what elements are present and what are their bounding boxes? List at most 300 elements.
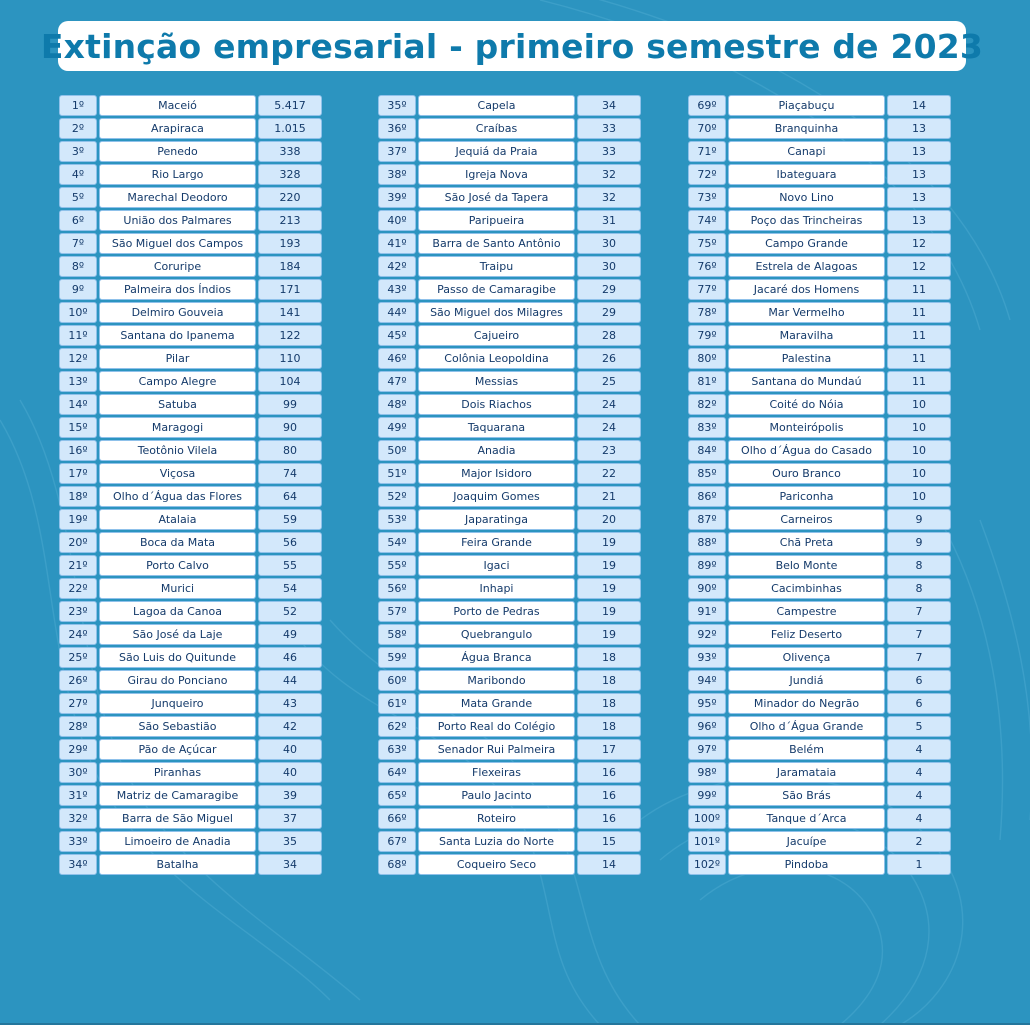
city-cell: Barra de São Miguel bbox=[99, 808, 256, 829]
city-cell: São José da Laje bbox=[99, 624, 256, 645]
table-row bbox=[688, 95, 951, 116]
rank-cell: 39º bbox=[378, 187, 416, 208]
city-cell: Pão de Açúcar bbox=[99, 739, 256, 760]
city-cell: Olho d´Água das Flores bbox=[99, 486, 256, 507]
rank-cell: 6º bbox=[59, 210, 97, 231]
rank-cell: 60º bbox=[378, 670, 416, 691]
table-row bbox=[59, 210, 322, 231]
rank-cell: 74º bbox=[688, 210, 726, 231]
value-cell: 49 bbox=[258, 624, 322, 645]
table-row bbox=[378, 141, 641, 162]
city-cell: Marechal Deodoro bbox=[99, 187, 256, 208]
city-cell: Jaramataia bbox=[728, 762, 885, 783]
value-cell: 13 bbox=[887, 187, 951, 208]
value-cell: 193 bbox=[258, 233, 322, 254]
city-cell: Roteiro bbox=[418, 808, 575, 829]
city-cell: Joaquim Gomes bbox=[418, 486, 575, 507]
value-cell: 5 bbox=[887, 716, 951, 737]
city-cell: Delmiro Gouveia bbox=[99, 302, 256, 323]
city-cell: São Miguel dos Campos bbox=[99, 233, 256, 254]
rank-cell: 1º bbox=[59, 95, 97, 116]
value-cell: 56 bbox=[258, 532, 322, 553]
city-cell: Porto Calvo bbox=[99, 555, 256, 576]
ranking-column-2 bbox=[378, 95, 641, 877]
city-cell: Maragogi bbox=[99, 417, 256, 438]
rank-cell: 67º bbox=[378, 831, 416, 852]
city-cell: São Brás bbox=[728, 785, 885, 806]
table-row bbox=[378, 601, 641, 622]
table-row bbox=[59, 325, 322, 346]
city-cell: Igaci bbox=[418, 555, 575, 576]
value-cell: 18 bbox=[577, 716, 641, 737]
rank-cell: 69º bbox=[688, 95, 726, 116]
city-cell: Messias bbox=[418, 371, 575, 392]
table-row bbox=[59, 601, 322, 622]
table-row bbox=[378, 693, 641, 714]
city-cell: Mar Vermelho bbox=[728, 302, 885, 323]
value-cell: 12 bbox=[887, 256, 951, 277]
table-row bbox=[378, 325, 641, 346]
rank-cell: 41º bbox=[378, 233, 416, 254]
rank-cell: 58º bbox=[378, 624, 416, 645]
city-cell: Quebrangulo bbox=[418, 624, 575, 645]
rank-cell: 50º bbox=[378, 440, 416, 461]
table-row bbox=[59, 417, 322, 438]
value-cell: 37 bbox=[258, 808, 322, 829]
value-cell: 4 bbox=[887, 739, 951, 760]
value-cell: 110 bbox=[258, 348, 322, 369]
rank-cell: 2º bbox=[59, 118, 97, 139]
city-cell: Monteirópolis bbox=[728, 417, 885, 438]
value-cell: 171 bbox=[258, 279, 322, 300]
rank-cell: 51º bbox=[378, 463, 416, 484]
value-cell: 16 bbox=[577, 785, 641, 806]
city-cell: Paulo Jacinto bbox=[418, 785, 575, 806]
rank-cell: 76º bbox=[688, 256, 726, 277]
value-cell: 99 bbox=[258, 394, 322, 415]
table-row bbox=[59, 371, 322, 392]
table-row bbox=[688, 371, 951, 392]
city-cell: Minador do Negrão bbox=[728, 693, 885, 714]
rank-cell: 35º bbox=[378, 95, 416, 116]
table-row bbox=[59, 164, 322, 185]
table-row bbox=[378, 486, 641, 507]
table-row bbox=[378, 808, 641, 829]
rank-cell: 63º bbox=[378, 739, 416, 760]
rank-cell: 23º bbox=[59, 601, 97, 622]
table-row bbox=[688, 808, 951, 829]
table-row bbox=[59, 785, 322, 806]
table-row bbox=[688, 233, 951, 254]
value-cell: 10 bbox=[887, 486, 951, 507]
table-row bbox=[59, 463, 322, 484]
city-cell: Jundiá bbox=[728, 670, 885, 691]
city-cell: Palestina bbox=[728, 348, 885, 369]
rank-cell: 86º bbox=[688, 486, 726, 507]
rank-cell: 40º bbox=[378, 210, 416, 231]
city-cell: Olivença bbox=[728, 647, 885, 668]
value-cell: 13 bbox=[887, 118, 951, 139]
table-row bbox=[378, 279, 641, 300]
city-cell: Viçosa bbox=[99, 463, 256, 484]
value-cell: 40 bbox=[258, 762, 322, 783]
value-cell: 21 bbox=[577, 486, 641, 507]
table-row bbox=[59, 509, 322, 530]
value-cell: 18 bbox=[577, 693, 641, 714]
rank-cell: 17º bbox=[59, 463, 97, 484]
city-cell: Novo Lino bbox=[728, 187, 885, 208]
value-cell: 7 bbox=[887, 647, 951, 668]
table-row bbox=[59, 187, 322, 208]
table-row bbox=[378, 670, 641, 691]
table-row bbox=[59, 256, 322, 277]
value-cell: 220 bbox=[258, 187, 322, 208]
table-row bbox=[688, 164, 951, 185]
value-cell: 44 bbox=[258, 670, 322, 691]
table-row bbox=[378, 394, 641, 415]
value-cell: 54 bbox=[258, 578, 322, 599]
rank-cell: 57º bbox=[378, 601, 416, 622]
table-row bbox=[378, 532, 641, 553]
value-cell: 15 bbox=[577, 831, 641, 852]
rank-cell: 20º bbox=[59, 532, 97, 553]
value-cell: 1 bbox=[887, 854, 951, 875]
value-cell: 4 bbox=[887, 785, 951, 806]
table-row bbox=[688, 463, 951, 484]
table-row bbox=[59, 95, 322, 116]
value-cell: 64 bbox=[258, 486, 322, 507]
table-row bbox=[378, 509, 641, 530]
city-cell: Limoeiro de Anadia bbox=[99, 831, 256, 852]
city-cell: Branquinha bbox=[728, 118, 885, 139]
city-cell: Santana do Mundaú bbox=[728, 371, 885, 392]
value-cell: 29 bbox=[577, 302, 641, 323]
table-row bbox=[378, 118, 641, 139]
city-cell: Olho d´Água Grande bbox=[728, 716, 885, 737]
rank-cell: 53º bbox=[378, 509, 416, 530]
table-row bbox=[59, 348, 322, 369]
value-cell: 20 bbox=[577, 509, 641, 530]
table-row bbox=[59, 279, 322, 300]
rank-cell: 73º bbox=[688, 187, 726, 208]
table-row bbox=[378, 854, 641, 875]
city-cell: Maceió bbox=[99, 95, 256, 116]
rank-cell: 32º bbox=[59, 808, 97, 829]
table-row bbox=[688, 348, 951, 369]
value-cell: 17 bbox=[577, 739, 641, 760]
city-cell: Matriz de Camaragibe bbox=[99, 785, 256, 806]
value-cell: 7 bbox=[887, 601, 951, 622]
rank-cell: 85º bbox=[688, 463, 726, 484]
rank-cell: 16º bbox=[59, 440, 97, 461]
rank-cell: 61º bbox=[378, 693, 416, 714]
value-cell: 11 bbox=[887, 325, 951, 346]
city-cell: Arapiraca bbox=[99, 118, 256, 139]
rank-cell: 43º bbox=[378, 279, 416, 300]
city-cell: Traipu bbox=[418, 256, 575, 277]
rank-cell: 70º bbox=[688, 118, 726, 139]
city-cell: Palmeira dos Índios bbox=[99, 279, 256, 300]
city-cell: Coqueiro Seco bbox=[418, 854, 575, 875]
rank-cell: 55º bbox=[378, 555, 416, 576]
table-row bbox=[688, 417, 951, 438]
table-row bbox=[59, 394, 322, 415]
city-cell: Chã Preta bbox=[728, 532, 885, 553]
value-cell: 328 bbox=[258, 164, 322, 185]
table-row bbox=[59, 233, 322, 254]
rank-cell: 28º bbox=[59, 716, 97, 737]
value-cell: 11 bbox=[887, 371, 951, 392]
table-row bbox=[688, 187, 951, 208]
city-cell: Atalaia bbox=[99, 509, 256, 530]
table-row bbox=[59, 693, 322, 714]
city-cell: Lagoa da Canoa bbox=[99, 601, 256, 622]
value-cell: 14 bbox=[887, 95, 951, 116]
rank-cell: 59º bbox=[378, 647, 416, 668]
rank-cell: 11º bbox=[59, 325, 97, 346]
city-cell: Porto de Pedras bbox=[418, 601, 575, 622]
table-row bbox=[688, 578, 951, 599]
city-cell: Coruripe bbox=[99, 256, 256, 277]
value-cell: 4 bbox=[887, 762, 951, 783]
table-row bbox=[378, 164, 641, 185]
rank-cell: 96º bbox=[688, 716, 726, 737]
city-cell: Porto Real do Colégio bbox=[418, 716, 575, 737]
value-cell: 59 bbox=[258, 509, 322, 530]
city-cell: São Sebastião bbox=[99, 716, 256, 737]
table-row bbox=[378, 555, 641, 576]
rank-cell: 14º bbox=[59, 394, 97, 415]
city-cell: Major Isidoro bbox=[418, 463, 575, 484]
rank-cell: 5º bbox=[59, 187, 97, 208]
city-cell: Dois Riachos bbox=[418, 394, 575, 415]
city-cell: Jequiá da Praia bbox=[418, 141, 575, 162]
table-row bbox=[378, 187, 641, 208]
city-cell: Taquarana bbox=[418, 417, 575, 438]
table-row bbox=[378, 210, 641, 231]
rank-cell: 93º bbox=[688, 647, 726, 668]
table-row bbox=[378, 831, 641, 852]
table-row bbox=[378, 739, 641, 760]
rank-cell: 102º bbox=[688, 854, 726, 875]
table-row bbox=[59, 647, 322, 668]
city-cell: Teotônio Vilela bbox=[99, 440, 256, 461]
value-cell: 9 bbox=[887, 509, 951, 530]
rank-cell: 89º bbox=[688, 555, 726, 576]
table-row bbox=[59, 762, 322, 783]
value-cell: 30 bbox=[577, 233, 641, 254]
rank-cell: 44º bbox=[378, 302, 416, 323]
rank-cell: 81º bbox=[688, 371, 726, 392]
rank-cell: 91º bbox=[688, 601, 726, 622]
rank-cell: 99º bbox=[688, 785, 726, 806]
rank-cell: 13º bbox=[59, 371, 97, 392]
city-cell: Barra de Santo Antônio bbox=[418, 233, 575, 254]
table-row bbox=[688, 831, 951, 852]
value-cell: 18 bbox=[577, 647, 641, 668]
value-cell: 12 bbox=[887, 233, 951, 254]
table-row bbox=[688, 670, 951, 691]
rank-cell: 48º bbox=[378, 394, 416, 415]
rank-cell: 18º bbox=[59, 486, 97, 507]
rank-cell: 101º bbox=[688, 831, 726, 852]
city-cell: Paripueira bbox=[418, 210, 575, 231]
city-cell: São Luis do Quitunde bbox=[99, 647, 256, 668]
table-row bbox=[59, 532, 322, 553]
value-cell: 23 bbox=[577, 440, 641, 461]
rank-cell: 94º bbox=[688, 670, 726, 691]
rank-cell: 52º bbox=[378, 486, 416, 507]
rank-cell: 66º bbox=[378, 808, 416, 829]
table-row bbox=[688, 509, 951, 530]
value-cell: 2 bbox=[887, 831, 951, 852]
value-cell: 10 bbox=[887, 417, 951, 438]
table-row bbox=[378, 785, 641, 806]
city-cell: Passo de Camaragibe bbox=[418, 279, 575, 300]
value-cell: 6 bbox=[887, 670, 951, 691]
city-cell: Capela bbox=[418, 95, 575, 116]
value-cell: 42 bbox=[258, 716, 322, 737]
rank-cell: 30º bbox=[59, 762, 97, 783]
city-cell: Jacaré dos Homens bbox=[728, 279, 885, 300]
value-cell: 9 bbox=[887, 532, 951, 553]
city-cell: Tanque d´Arca bbox=[728, 808, 885, 829]
city-cell: Olho d´Água do Casado bbox=[728, 440, 885, 461]
table-row bbox=[378, 578, 641, 599]
value-cell: 8 bbox=[887, 578, 951, 599]
rank-cell: 56º bbox=[378, 578, 416, 599]
value-cell: 32 bbox=[577, 187, 641, 208]
value-cell: 31 bbox=[577, 210, 641, 231]
city-cell: Piranhas bbox=[99, 762, 256, 783]
value-cell: 14 bbox=[577, 854, 641, 875]
value-cell: 10 bbox=[887, 394, 951, 415]
table-row bbox=[59, 302, 322, 323]
value-cell: 13 bbox=[887, 210, 951, 231]
value-cell: 34 bbox=[577, 95, 641, 116]
rank-cell: 33º bbox=[59, 831, 97, 852]
ranking-column-3 bbox=[688, 95, 951, 877]
city-cell: Satuba bbox=[99, 394, 256, 415]
value-cell: 4 bbox=[887, 808, 951, 829]
value-cell: 10 bbox=[887, 440, 951, 461]
rank-cell: 77º bbox=[688, 279, 726, 300]
value-cell: 11 bbox=[887, 348, 951, 369]
value-cell: 24 bbox=[577, 394, 641, 415]
table-row bbox=[59, 624, 322, 645]
table-row bbox=[59, 670, 322, 691]
value-cell: 39 bbox=[258, 785, 322, 806]
value-cell: 184 bbox=[258, 256, 322, 277]
rank-cell: 12º bbox=[59, 348, 97, 369]
rank-cell: 27º bbox=[59, 693, 97, 714]
city-cell: Santana do Ipanema bbox=[99, 325, 256, 346]
city-cell: Rio Largo bbox=[99, 164, 256, 185]
city-cell: Pariconha bbox=[728, 486, 885, 507]
table-row bbox=[378, 440, 641, 461]
rank-cell: 62º bbox=[378, 716, 416, 737]
table-row bbox=[59, 739, 322, 760]
city-cell: Junqueiro bbox=[99, 693, 256, 714]
city-cell: Belo Monte bbox=[728, 555, 885, 576]
value-cell: 55 bbox=[258, 555, 322, 576]
rank-cell: 34º bbox=[59, 854, 97, 875]
city-cell: Penedo bbox=[99, 141, 256, 162]
city-cell: Carneiros bbox=[728, 509, 885, 530]
value-cell: 338 bbox=[258, 141, 322, 162]
city-cell: Piaçabuçu bbox=[728, 95, 885, 116]
table-row bbox=[59, 854, 322, 875]
city-cell: Flexeiras bbox=[418, 762, 575, 783]
value-cell: 29 bbox=[577, 279, 641, 300]
rank-cell: 24º bbox=[59, 624, 97, 645]
table-row bbox=[688, 739, 951, 760]
value-cell: 25 bbox=[577, 371, 641, 392]
table-row bbox=[688, 325, 951, 346]
city-cell: Anadia bbox=[418, 440, 575, 461]
rank-cell: 75º bbox=[688, 233, 726, 254]
rank-cell: 9º bbox=[59, 279, 97, 300]
value-cell: 16 bbox=[577, 808, 641, 829]
page-title: Extinção empresarial - primeiro semestre de 2023 bbox=[40, 26, 984, 66]
city-cell: Coité do Nóia bbox=[728, 394, 885, 415]
city-cell: Água Branca bbox=[418, 647, 575, 668]
value-cell: 11 bbox=[887, 279, 951, 300]
city-cell: Girau do Ponciano bbox=[99, 670, 256, 691]
table-row bbox=[378, 463, 641, 484]
table-row bbox=[378, 302, 641, 323]
rank-cell: 54º bbox=[378, 532, 416, 553]
rank-cell: 42º bbox=[378, 256, 416, 277]
table-row bbox=[378, 256, 641, 277]
title-banner bbox=[40, 21, 984, 71]
value-cell: 22 bbox=[577, 463, 641, 484]
value-cell: 11 bbox=[887, 302, 951, 323]
value-cell: 33 bbox=[577, 141, 641, 162]
rank-cell: 82º bbox=[688, 394, 726, 415]
table-row bbox=[688, 693, 951, 714]
city-cell: Maribondo bbox=[418, 670, 575, 691]
city-cell: Feliz Deserto bbox=[728, 624, 885, 645]
value-cell: 10 bbox=[887, 463, 951, 484]
table-row bbox=[378, 762, 641, 783]
rank-cell: 10º bbox=[59, 302, 97, 323]
city-cell: Maravilha bbox=[728, 325, 885, 346]
table-row bbox=[688, 256, 951, 277]
city-cell: Belém bbox=[728, 739, 885, 760]
ranking-column-1 bbox=[59, 95, 322, 877]
value-cell: 19 bbox=[577, 601, 641, 622]
value-cell: 8 bbox=[887, 555, 951, 576]
city-cell: Senador Rui Palmeira bbox=[418, 739, 575, 760]
value-cell: 19 bbox=[577, 624, 641, 645]
city-cell: Pilar bbox=[99, 348, 256, 369]
table-row bbox=[688, 555, 951, 576]
rank-cell: 25º bbox=[59, 647, 97, 668]
value-cell: 32 bbox=[577, 164, 641, 185]
value-cell: 90 bbox=[258, 417, 322, 438]
table-row bbox=[688, 210, 951, 231]
city-cell: São José da Tapera bbox=[418, 187, 575, 208]
city-cell: Boca da Mata bbox=[99, 532, 256, 553]
city-cell: Cacimbinhas bbox=[728, 578, 885, 599]
city-cell: Feira Grande bbox=[418, 532, 575, 553]
value-cell: 7 bbox=[887, 624, 951, 645]
city-cell: Campo Grande bbox=[728, 233, 885, 254]
city-cell: Ouro Branco bbox=[728, 463, 885, 484]
city-cell: Santa Luzia do Norte bbox=[418, 831, 575, 852]
rank-cell: 83º bbox=[688, 417, 726, 438]
